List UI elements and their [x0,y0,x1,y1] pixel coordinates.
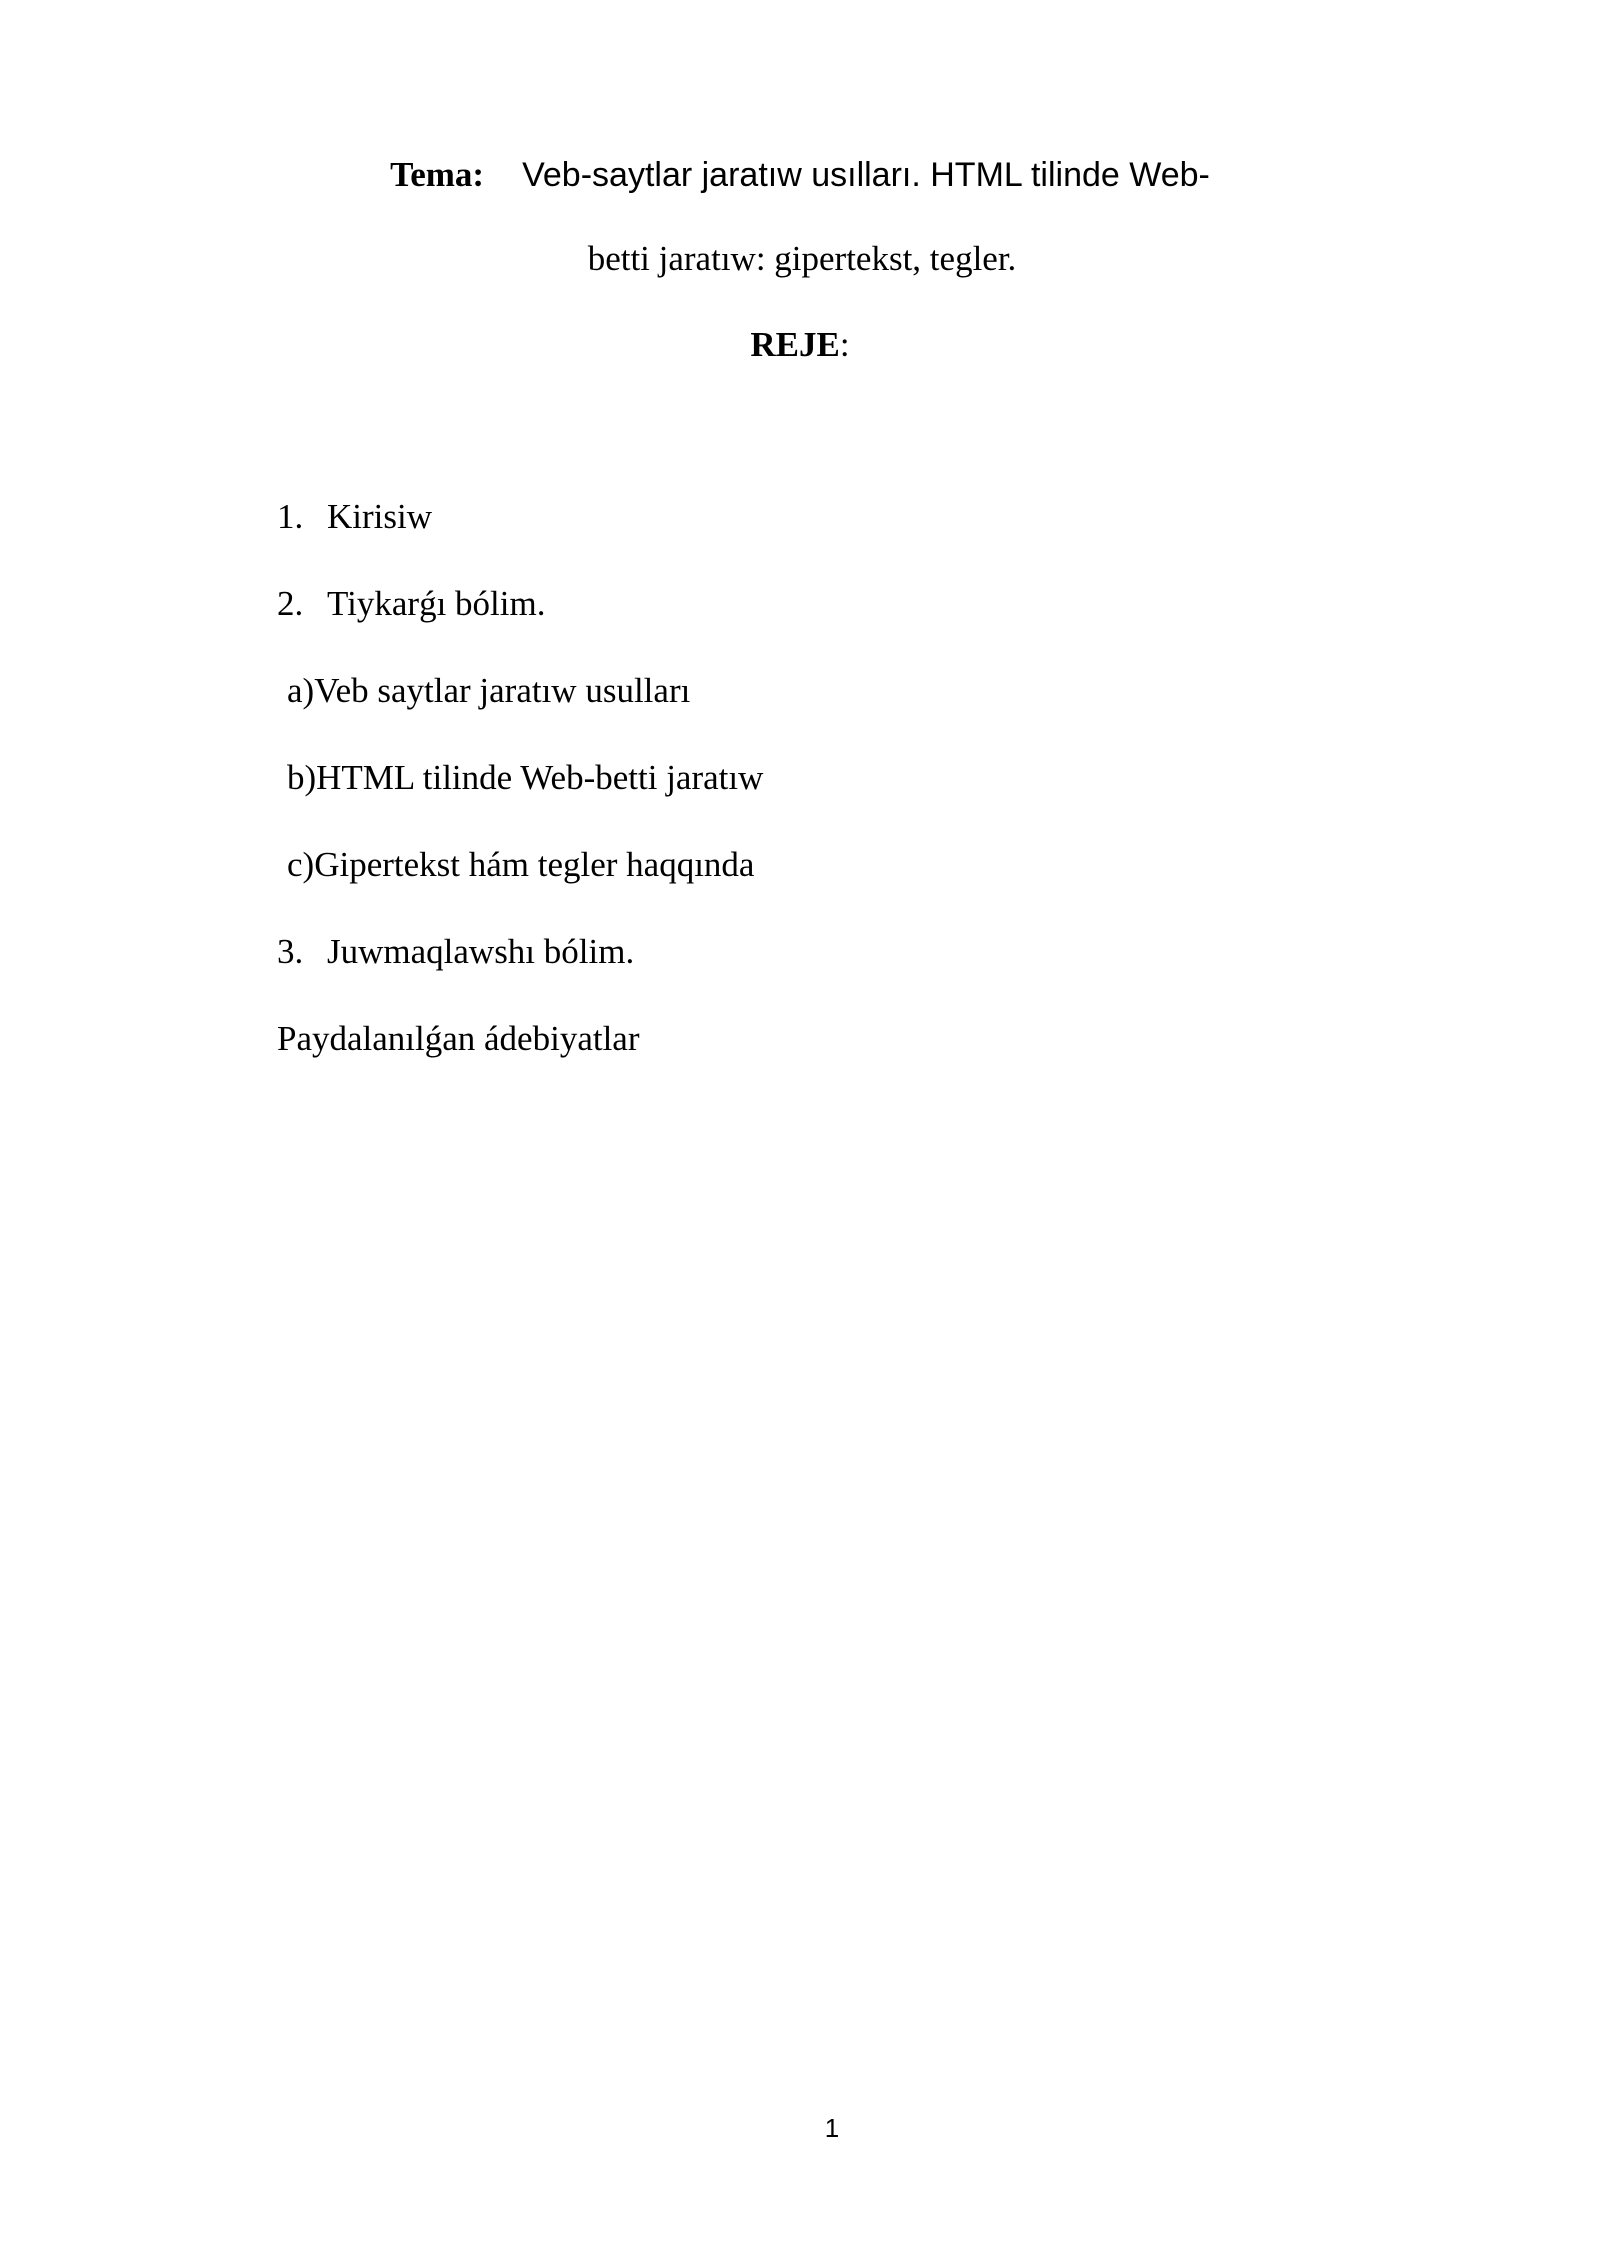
outline-item-marker: 2. [277,584,304,623]
outline-item-introduction [277,492,763,579]
outline-item-marker: 1. [277,497,304,536]
outline-item-text: Tiykarǵı bólim. [327,584,546,623]
outline-subitem-a [277,666,763,753]
outline-item-text: c)Gipertekst hám tegler haqqında [287,845,755,884]
outline-subitem-b [277,753,763,840]
plan-heading-label: REJE [750,325,840,364]
outline-item-text: Kirisiw [327,497,432,536]
outline-item-text: Juwmaqlawshı bólim. [327,932,635,971]
outline-subitem-c [277,840,763,927]
outline-item-main-part [277,579,763,666]
document-title-line-2: betti jaratıw: gipertekst, tegler. [587,239,1017,278]
title-label: Tema: [390,155,485,194]
plan-heading [0,320,1600,370]
title-text-line-1: Veb-saytlar jaratıw usılları. HTML tilinde Web- [522,156,1210,194]
outline-item-references [277,1014,763,1101]
plan-heading-suffix: : [839,325,850,364]
outline-item-text: a)Veb saytlar jaratıw usulları [287,671,691,710]
plan-outline [277,492,763,1101]
outline-item-marker: 3. [277,932,304,971]
outline-item-text: b)HTML tilinde Web-betti jaratıw [287,758,764,797]
outline-item-text: Paydalanılǵan ádebiyatlar [277,1019,640,1058]
outline-item-conclusion [277,927,763,1014]
page-number: 1 [824,2113,840,2143]
document-title-line-1 [0,150,1600,207]
